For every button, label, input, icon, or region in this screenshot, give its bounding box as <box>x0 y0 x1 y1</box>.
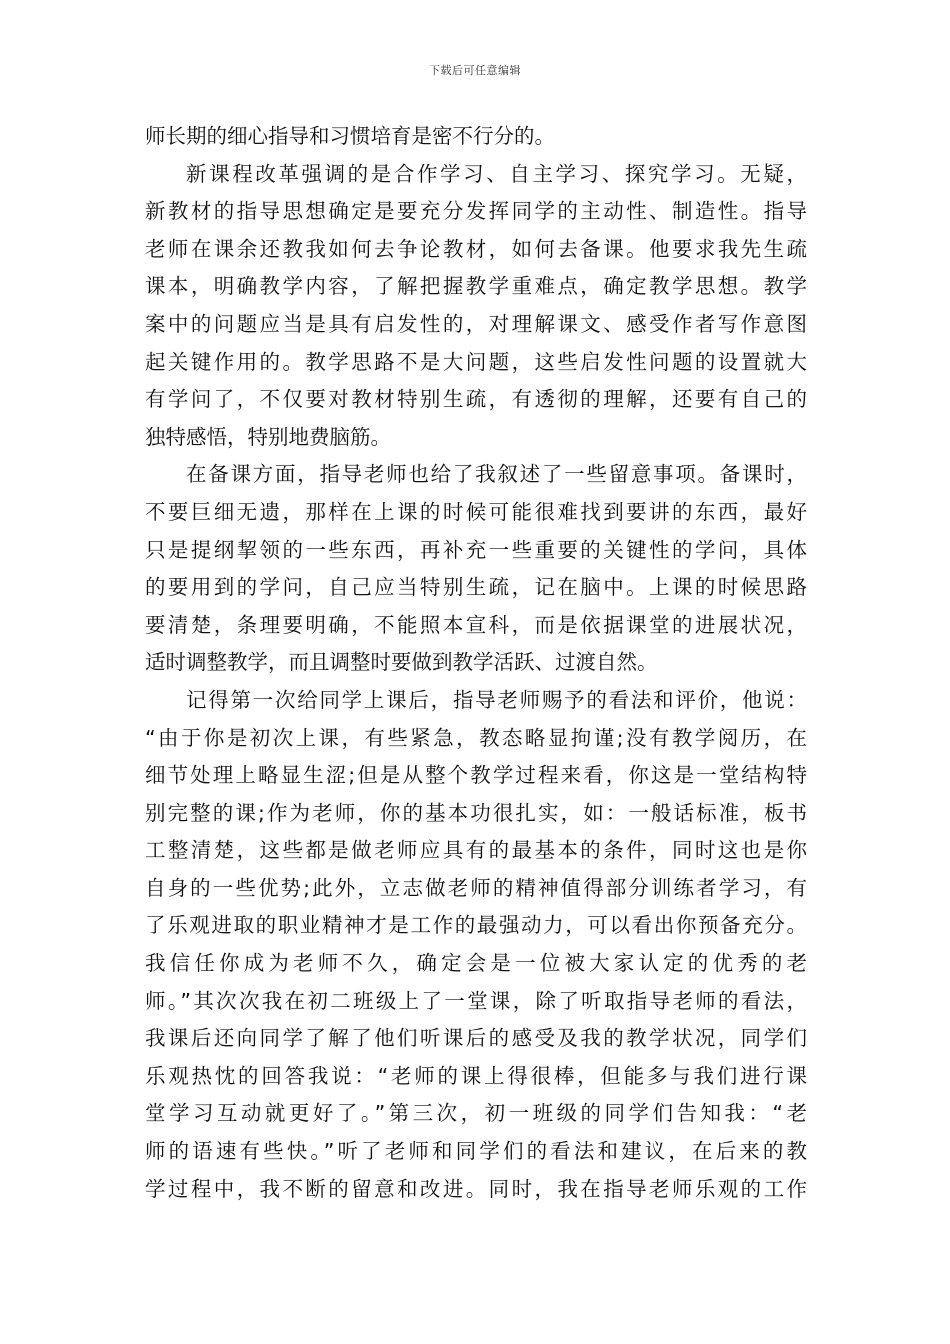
text-line: 只是提纲挈领的一些东西，再补充一些重要的关键性的学问，具体 <box>145 537 807 562</box>
text-line: 案中的问题应当是具有启发性的，对理解课文、感受作者写作意图 <box>145 311 807 336</box>
text-line: 我课后还向同学了解了他们听课后的感受及我的教学状况，同学们 <box>145 1026 807 1051</box>
text-line: 我信任你成为老师不久，确定会是一位被大家认定的优秀的老 <box>145 951 807 976</box>
text-line: 在备课方面，指导老师也给了我叙述了一些留意事项。备课时， <box>186 462 807 487</box>
text-line: 新教材的指导思想确定是要充分发挥同学的主动性、制造性。指导 <box>145 199 807 224</box>
text-line: 课本，明确教学内容，了解把握教学重难点，确定教学思想。教学 <box>145 274 807 299</box>
text-line: 学过程中，我不断的留意和改进。同时，我在指导老师乐观的工作 <box>145 1176 807 1201</box>
text-line: 老师在课余还教我如何去争论教材，如何去备课。他要求我先生疏 <box>145 236 807 261</box>
text-line: 了乐观进取的职业精神才是工作的最强动力，可以看出你预备充分。 <box>145 913 807 938</box>
text-line: 乐观热忱的回答我说：“老师的课上得很棒，但能多与我们进行课 <box>145 1063 807 1088</box>
text-line: 不要巨细无遗，那样在上课的时候可能很难找到要讲的东西，最好 <box>145 499 807 524</box>
text-line: 堂学习互动就更好了。”第三次，初一班级的同学们告知我：“老 <box>145 1101 807 1126</box>
text-line: 起关键作用的。教学思路不是大问题，这些启发性问题的设置就大 <box>145 349 807 374</box>
text-line: 新课程改革强调的是合作学习、自主学习、探究学习。无疑， <box>186 161 807 186</box>
text-line: 要清楚，条理要明确，不能照本宣科，而是依据课堂的进展状况， <box>145 612 807 637</box>
body-text <box>145 118 807 1208</box>
text-line: 的要用到的学问，自己应当特别生疏，记在脑中。上课的时候思路 <box>145 575 807 600</box>
text-line: 记得第一次给同学上课后，指导老师赐予的看法和评价，他说： <box>186 687 807 712</box>
text-line: 细节处理上略显生涩;但是从整个教学过程来看，你这是一堂结构特 <box>145 763 807 788</box>
text-line: 师长期的细心指导和习惯培育是密不行分的。 <box>145 124 555 148</box>
text-line: 适时调整教学，而且调整时要做到教学活跃、过渡自然。 <box>145 650 658 675</box>
text-line: 师的语速有些快。”听了老师和同学们的看法和建议，在后来的教 <box>145 1139 807 1164</box>
text-line: 别完整的课;作为老师，你的基本功很扎实，如：一般话标准，板书 <box>145 800 807 825</box>
paragraph <box>145 682 807 1208</box>
paragraph <box>145 118 807 156</box>
text-line: 师。”其次次我在初二班级上了一堂课，除了听取指导老师的看法， <box>145 988 807 1013</box>
page-header: 下载后可任意编辑 <box>429 64 521 77</box>
text-line: 有学问了，不仅要对教材特别生疏，有透彻的理解，还要有自己的 <box>145 387 807 412</box>
paragraph <box>145 456 807 682</box>
text-line: 独特感悟，特别地费脑筋。 <box>145 424 391 449</box>
text-line: 工整清楚，这些都是做老师应具有的最基本的条件，同时这也是你 <box>145 838 807 863</box>
paragraph <box>145 156 807 457</box>
text-line: “由于你是初次上课，有些紧急，教态略显拘谨;没有教学阅历，在 <box>145 725 807 750</box>
text-line: 自身的一些优势;此外，立志做老师的精神值得部分训练者学习，有 <box>145 875 807 900</box>
